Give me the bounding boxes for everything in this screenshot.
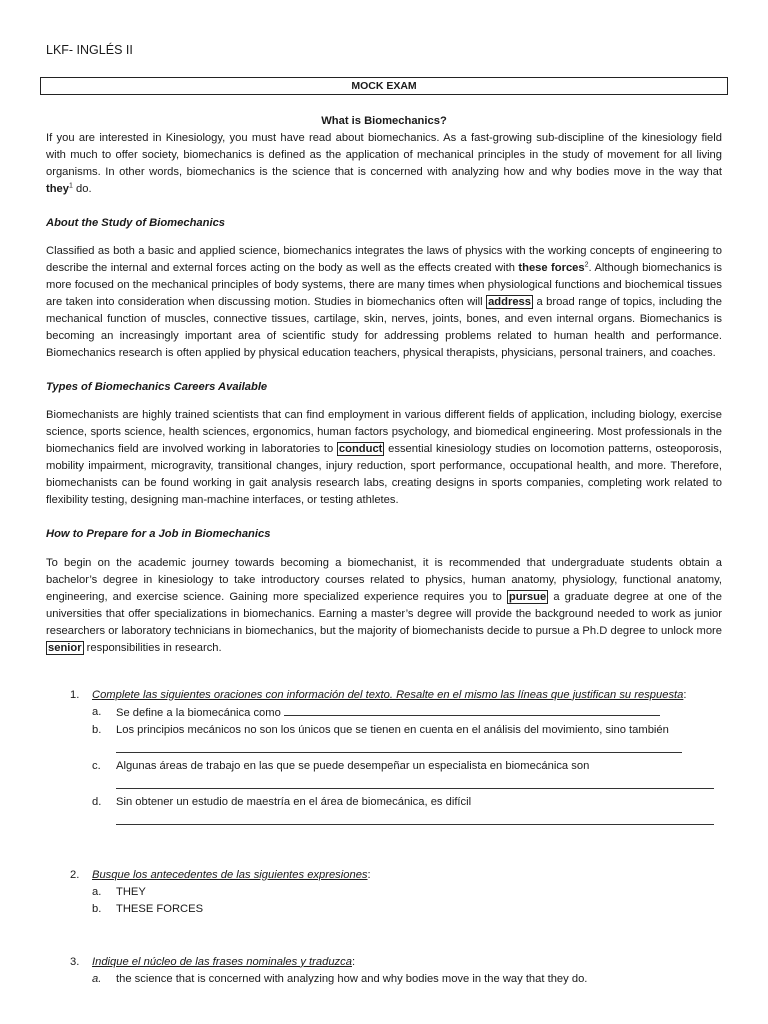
question-1-item-b — [46, 722, 722, 739]
study-text-c: a broad range of topics, including the mechanical function of muscles, connective tissues, cartilage, skin, nerves, joints, bones, and even internal organs. Biomechanics is becoming an increasingly important area of scientific study for addressing problems related to human health and performance. Biomechanics research is often applied by physical education teachers, physical therapists, physicians, personal trainers, and coaches. — [46, 296, 722, 360]
question-2-item-b — [46, 901, 722, 918]
answer-blank[interactable] — [284, 704, 660, 716]
question-number: 3. — [70, 955, 80, 968]
question-number: 2. — [70, 868, 80, 881]
answer-line[interactable] — [116, 739, 682, 753]
ref-these-forces: these forces — [518, 262, 585, 275]
question-number: 1. — [70, 688, 80, 701]
boxed-word-pursue: pursue — [508, 590, 547, 603]
item-text: Los principios mecánicos no son los únicos que se tienen en cuenta en el análisis del movimiento, sino también — [116, 723, 669, 736]
prepare-text-a: To begin on the academic journey towards becoming a biomechanist, it is recommended that undergraduate students obtain a bachelor’s degree in kinesiology to take introductory courses related to physics, human anatomy, physiology, functional anatomy, engineering, and exercise science. Gaining more specialized experience requires you to — [46, 556, 722, 603]
question-instruction: Busque los antecedentes de las siguientes expresiones — [92, 868, 368, 881]
mock-exam-banner: MOCK EXAM — [40, 77, 728, 95]
study-text-b: . Although biomechanics is more focused on the mechanical principles of body systems, there are many times when physiological functions and biochemical tissues are taken into consideration when discussing motion. Studies in biomechanics often will — [46, 262, 722, 309]
careers-paragraph — [46, 407, 722, 509]
question-instruction: Indique el núcleo de las frases nominales y traduzca — [92, 955, 352, 968]
item-text: THESE FORCES — [116, 902, 204, 915]
question-1-item-c — [46, 758, 722, 775]
article-title: What is Biomechanics? — [321, 115, 447, 127]
question-colon: : — [683, 688, 687, 701]
item-text: THEY — [116, 885, 146, 898]
section-heading-prepare: How to Prepare for a Job in Biomechanics — [46, 528, 271, 541]
intro-end: do. — [72, 183, 92, 195]
prepare-text-c: responsibilities in research. — [83, 641, 222, 654]
question-colon: : — [351, 955, 356, 968]
item-label: c. — [92, 759, 101, 772]
boxed-word-conduct: conduct — [338, 443, 383, 456]
ref-they: they — [46, 183, 70, 195]
careers-text-b: essential kinesiology studies on locomotion patterns, osteoporosis, mobility impairment, microgravity, transitional changes, injury reduction, sport performance, occupational health, and more. Therefore, biomechanists can be found working in gait analysis research labs, creating designs in sports companies, completing work related to flexibility testing, designing man-machine interfaces, or testing athletes. — [46, 443, 722, 507]
item-label: a. — [92, 972, 102, 985]
item-text: Algunas áreas de trabajo en las que se puede desempeñar un especialista en biomecánica son — [116, 759, 590, 772]
item-label: a. — [92, 705, 102, 718]
item-text: the science that is concerned with analyzing how and why bodies move in the way that they do. — [116, 972, 588, 985]
study-text-a: Classified as both a basic and applied science, biomechanics integrates the laws of physics with the working concepts of engineering to describe the internal and external forces acting on the body as well as the effects created with — [46, 245, 722, 275]
question-1-item-d — [46, 794, 722, 811]
study-paragraph — [46, 243, 722, 362]
question-2-item-a — [46, 884, 722, 901]
article — [46, 113, 722, 988]
intro-paragraph — [46, 130, 722, 198]
item-text: Se define a la biomecánica como — [116, 706, 281, 719]
boxed-word-address: address — [488, 296, 531, 309]
intro-text: If you are interested in Kinesiology, you must have read about biomechanics. As a fast-growing sub-discipline of the kinesiology field with much to offer society, biomechanics is defined as the application of mechanical principles in the study of movement for all living organisms. In other words, biomechanics is the science that is concerned with analyzing how and why bodies move in the way that — [46, 132, 722, 178]
question-1 — [46, 687, 722, 704]
item-label: b. — [92, 723, 102, 736]
course-header: LKF- INGLÉS II — [46, 43, 133, 57]
ref-2: 2 — [584, 261, 589, 269]
item-label: a. — [92, 885, 102, 898]
question-3-item-a — [46, 971, 722, 988]
answer-line[interactable] — [116, 811, 714, 825]
question-2 — [46, 867, 722, 884]
section-heading-careers: Types of Biomechanics Careers Available — [46, 381, 268, 394]
item-label: d. — [92, 795, 102, 808]
item-text: Sin obtener un estudio de maestría en el área de biomecánica, es difícil — [116, 795, 472, 808]
boxed-word-senior: senior — [48, 641, 82, 654]
question-colon: : — [367, 868, 371, 881]
ref-1: 1 — [69, 182, 73, 190]
question-3 — [46, 954, 722, 971]
item-label: b. — [92, 902, 102, 915]
prepare-paragraph — [46, 555, 722, 657]
question-instruction: Complete las siguientes oraciones con información del texto. Resalte en el mismo las líneas que justifican su respuesta — [92, 688, 684, 701]
answer-line[interactable] — [116, 775, 714, 789]
section-heading-study: About the Study of Biomechanics — [46, 217, 226, 229]
prepare-text-b: a graduate degree at one of the universities that offer specializations in biomechanics. Earning a master’s degree will provide the background needed to work as junior researchers or laboratory technicians in biomechanics, but the majority of biomechanists decide to pursue a Ph.D degree to unlock more — [46, 590, 722, 637]
question-1-item-a — [46, 704, 722, 722]
careers-text-a: Biomechanists are highly trained scientists that can find employment in various different fields of application, including biology, exercise science, sports science, health sciences, ergonomics, human factors psychology, and biomedical engineering. Most professionals in the biomechanics field are involved working in laboratories to — [46, 409, 722, 456]
